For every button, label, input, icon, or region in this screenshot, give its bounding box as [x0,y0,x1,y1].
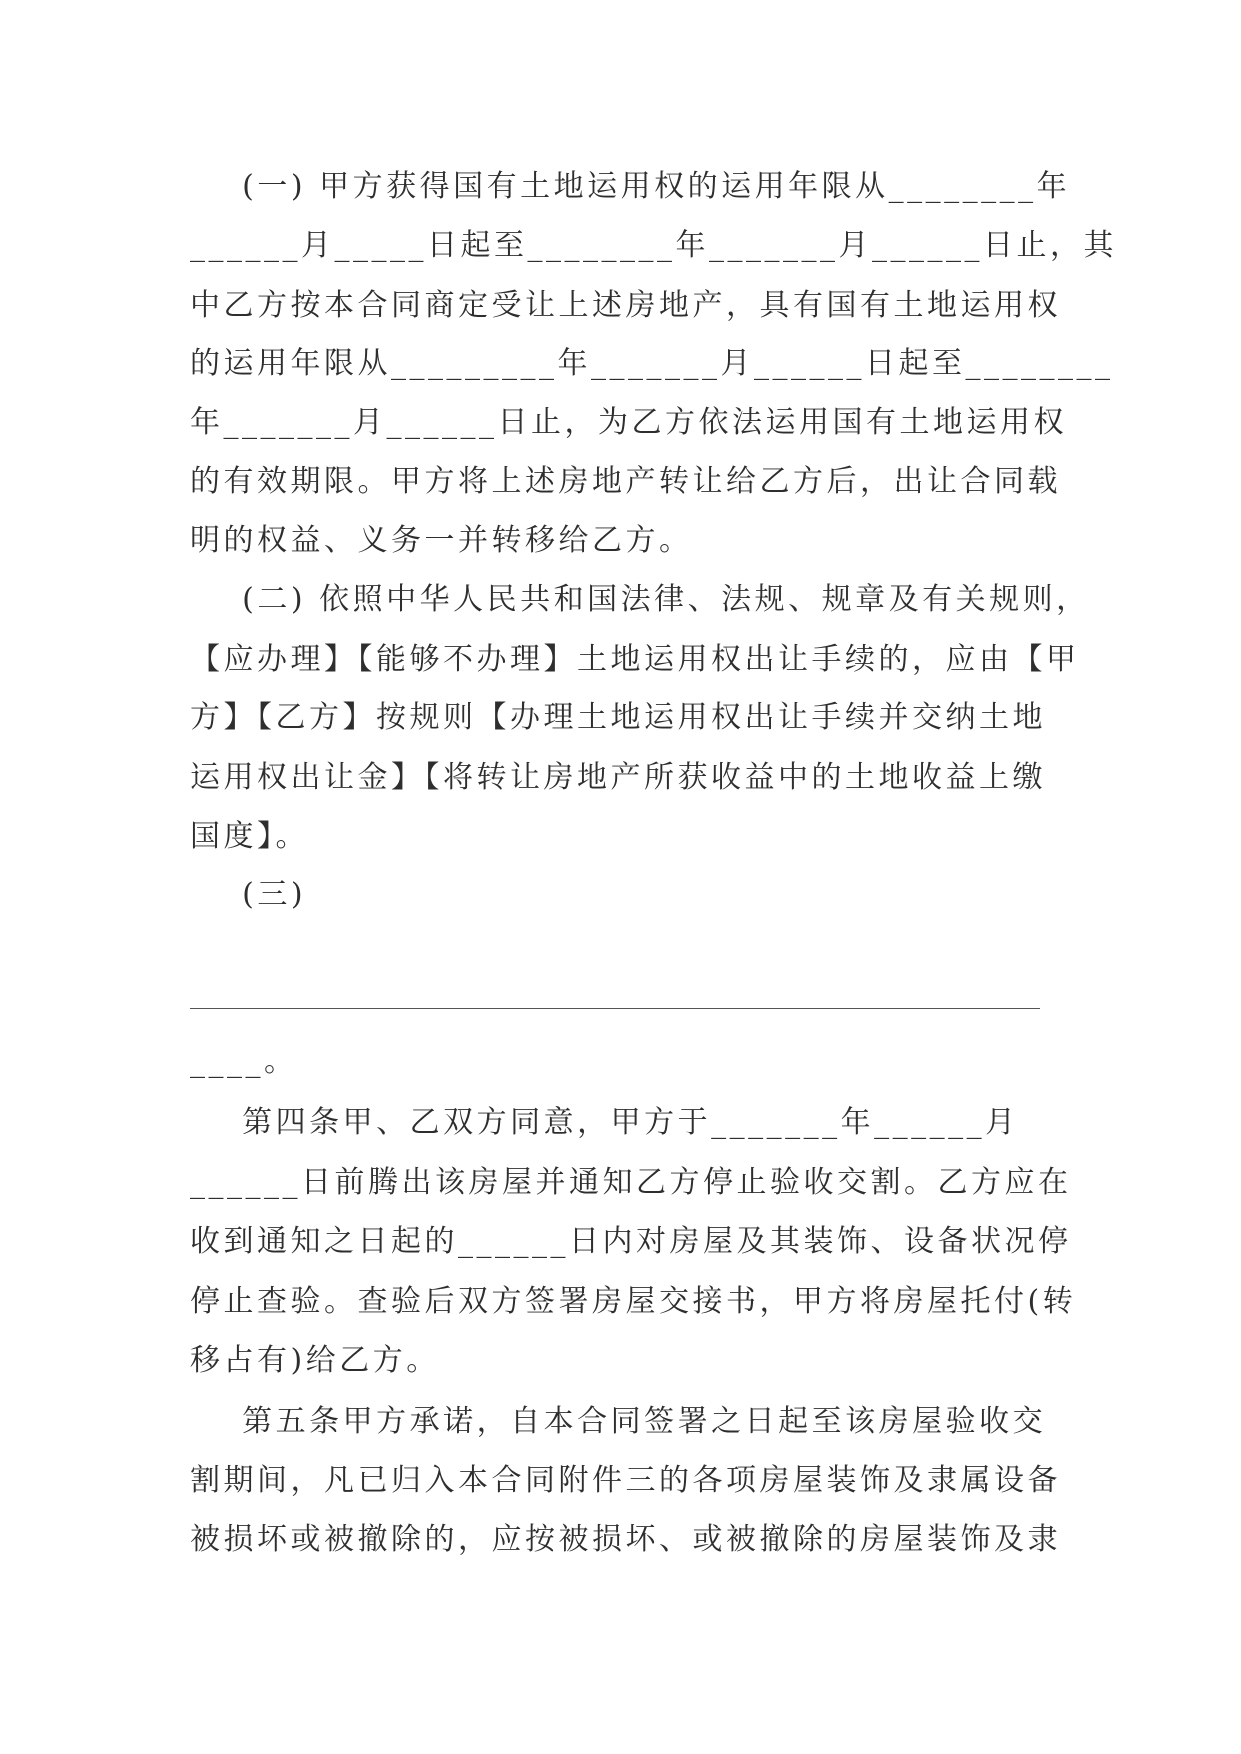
text-line: 年_______月______日止，为乙方依法运用国有土地运用权 [190,405,1067,440]
text-line: 收到通知之日起的______日内对房屋及其装饰、设备状况停 [190,1224,1072,1259]
text-line: 移占有)给乙方。 [190,1343,440,1378]
text-line: (二) 依照中华人民共和国法律、法规、规章及有关规则， [190,582,1090,617]
text-line: ______月_____日起至________年_______月______日止，其 [190,228,1117,263]
text-line: 停止查验。查验后双方签署房屋交接书，甲方将房屋托付(转 [190,1284,1077,1319]
text-line: 第四条甲、乙双方同意，甲方于_______年______月 [190,1105,1019,1140]
text-line: ____。 [190,1044,298,1079]
blank-fill-rule [190,1008,1040,1009]
text-line: 被损坏或被撤除的，应按被损坏、或被撤除的房屋装饰及隶 [190,1522,1061,1557]
text-line: 中乙方按本合同商定受让上述房地产，具有国有土地运用权 [190,288,1061,323]
text-line: 割期间，凡已归入本合同附件三的各项房屋装饰及隶属设备 [190,1463,1061,1498]
text-line: 方】【乙方】按规则【办理土地运用权出让手续并交纳土地 [190,700,1046,735]
text-line: 的运用年限从_________年_______月______日起至________ [190,346,1114,381]
text-line: 国度】。 [190,819,309,854]
text-line: 的有效期限。甲方将上述房地产转让给乙方后，出让合同载 [190,464,1061,499]
text-line: (三) [190,877,307,912]
text-line: 第五条甲方承诺，自本合同签署之日起至该房屋验收交 [190,1404,1047,1439]
text-line: ______日前腾出该房屋并通知乙方停止验收交割。乙方应在 [190,1165,1072,1200]
text-line: 运用权出让金】【将转让房地产所获收益中的土地收益上缴 [190,760,1046,795]
text-line: (一) 甲方获得国有土地运用权的运用年限从________年 [190,169,1071,204]
text-line: 明的权益、义务一并转移给乙方。 [190,523,693,558]
text-line: 【应办理】【能够不办理】土地运用权出让手续的，应由【甲 [190,642,1080,677]
